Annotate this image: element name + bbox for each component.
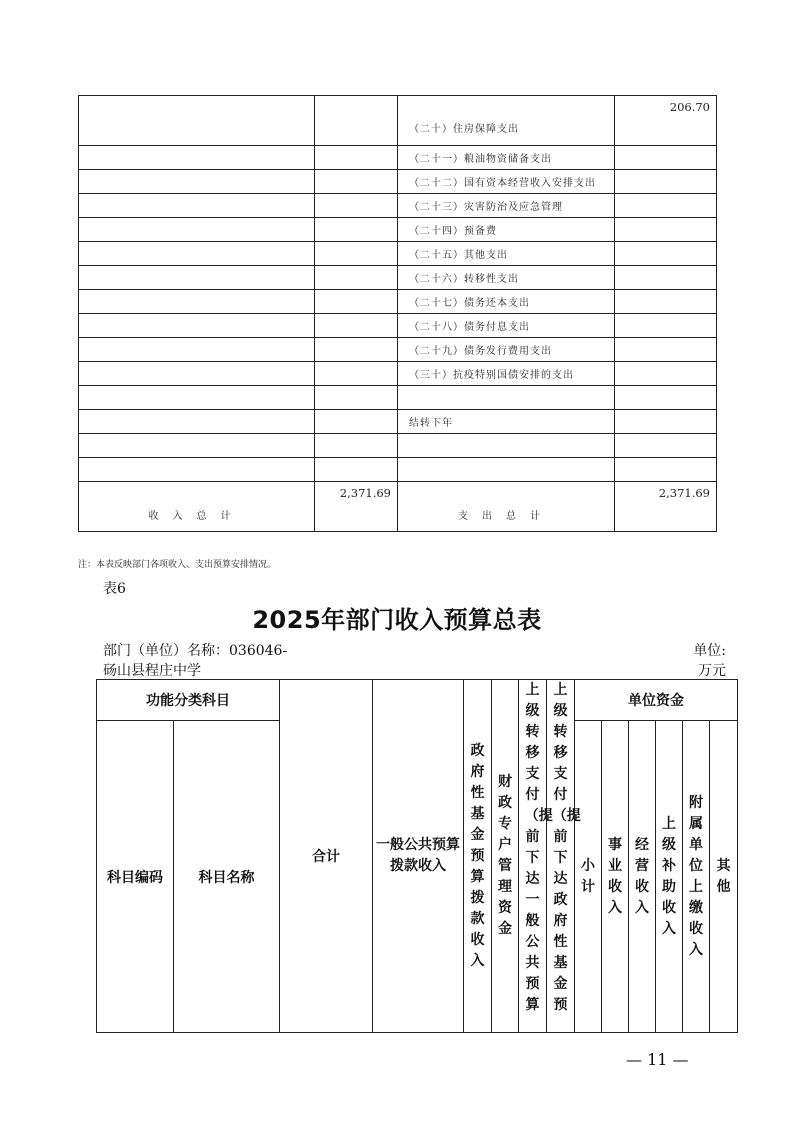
- expense-item-name: （二十八）债务付息支出: [398, 314, 615, 338]
- expense-item-amount: [615, 362, 717, 386]
- expense-item-name: （二十一）粮油物资储备支出: [398, 146, 615, 170]
- expense-item-name: （三十）抗疫特别国债安排的支出: [398, 362, 615, 386]
- expense-item-name: （二十七）债务还本支出: [398, 290, 615, 314]
- expense-item-name: （二十四）预备费: [398, 218, 615, 242]
- expense-item-amount: [615, 146, 717, 170]
- empty-cell: [315, 290, 398, 314]
- expense-item-amount: [615, 434, 717, 458]
- gov-fund-header: 政府性基金预算拨款收入: [464, 680, 492, 1033]
- expense-item-name: （二十）住房保障支出: [398, 96, 615, 146]
- func-category-header: 功能分类科目: [97, 680, 280, 721]
- empty-cell: [315, 218, 398, 242]
- table-row: [79, 458, 717, 482]
- page-title: 2025年部门收入预算总表: [252, 606, 542, 634]
- empty-cell: [315, 458, 398, 482]
- empty-cell: [79, 218, 315, 242]
- other-header: 其他: [710, 721, 738, 1033]
- expense-item-name: [398, 386, 615, 410]
- expense-item-amount: [615, 386, 717, 410]
- business-income-header: 事业收入: [602, 721, 629, 1033]
- total-header: 合计: [280, 680, 373, 1033]
- expense-item-name: （二十九）债务发行费用支出: [398, 338, 615, 362]
- subject-code-header: 科目编码: [97, 721, 174, 1033]
- expense-item-name: （二十二）国有资本经营收入安排支出: [398, 170, 615, 194]
- table-row: [79, 290, 717, 314]
- income-total-label: 收入总计: [79, 482, 315, 532]
- expense-item-name: [398, 458, 615, 482]
- expense-item-name: [398, 434, 615, 458]
- expense-item-name: （二十三）灾害防治及应急管理: [398, 194, 615, 218]
- table-row: [79, 410, 717, 434]
- empty-cell: [315, 362, 398, 386]
- empty-cell: [79, 170, 315, 194]
- empty-cell: [79, 194, 315, 218]
- subtotal-header: 小计: [575, 721, 602, 1033]
- table-row: [79, 266, 717, 290]
- empty-cell: [79, 434, 315, 458]
- table-row: [79, 338, 717, 362]
- empty-cell: [315, 266, 398, 290]
- department-label: 部门（单位）名称：036046-: [103, 643, 288, 659]
- empty-cell: [79, 410, 315, 434]
- table-row: [79, 242, 717, 266]
- table-row: [79, 96, 717, 146]
- empty-cell: [315, 314, 398, 338]
- general-budget-header: 一般公共预算拨款收入: [373, 680, 464, 1033]
- expense-item-amount: [615, 194, 717, 218]
- table-note: 注：本表反映部门各项收入、支出预算安排情况。: [78, 560, 277, 570]
- income-budget-header-table: [96, 679, 738, 1033]
- empty-cell: [315, 194, 398, 218]
- empty-cell: [79, 266, 315, 290]
- empty-cell: [315, 170, 398, 194]
- table-row: [79, 386, 717, 410]
- operating-income-header: 经营收入: [629, 721, 656, 1033]
- expense-item-amount: [615, 266, 717, 290]
- expense-item-amount: [615, 458, 717, 482]
- expense-item-amount: [615, 410, 717, 434]
- expense-item-amount: [615, 218, 717, 242]
- table-row: [79, 362, 717, 386]
- affiliated-income-header: 附属单位上缴收入: [683, 721, 710, 1033]
- expense-item-name: 结转下年: [398, 410, 615, 434]
- empty-cell: [315, 434, 398, 458]
- empty-cell: [315, 242, 398, 266]
- table-row: [79, 170, 717, 194]
- expense-item-amount: [615, 170, 717, 194]
- unit-label: 单位:: [693, 643, 726, 659]
- subject-name-header: 科目名称: [174, 721, 280, 1033]
- expense-item-amount: [615, 338, 717, 362]
- empty-cell: [79, 314, 315, 338]
- empty-cell: [79, 386, 315, 410]
- table-number: 表6: [103, 581, 126, 597]
- expense-item-name: （二十五）其他支出: [398, 242, 615, 266]
- empty-cell: [315, 386, 398, 410]
- empty-cell: [79, 338, 315, 362]
- empty-cell: [315, 410, 398, 434]
- table-row: [79, 146, 717, 170]
- department-name: 砀山县程庄中学: [103, 663, 201, 679]
- empty-cell: [79, 458, 315, 482]
- expense-item-amount: 206.70: [615, 96, 717, 146]
- transfer-fund-header: 上级转移支付（提前下达政府性基金预: [547, 680, 575, 1033]
- expenditure-table: [78, 95, 717, 532]
- empty-cell: [79, 362, 315, 386]
- fiscal-special-header: 财政专户管理资金: [492, 680, 519, 1033]
- table-row: [79, 434, 717, 458]
- empty-cell: [315, 146, 398, 170]
- expense-item-amount: [615, 290, 717, 314]
- empty-cell: [315, 338, 398, 362]
- transfer-general-header: 上级转移支付（提前下达一般公共预算: [519, 680, 547, 1033]
- table-row: [79, 314, 717, 338]
- expense-item-name: （二十六）转移性支出: [398, 266, 615, 290]
- unit-value: 万元: [698, 663, 726, 679]
- expense-item-amount: [615, 314, 717, 338]
- table-row: [79, 218, 717, 242]
- empty-cell: [79, 290, 315, 314]
- expense-item-amount: [615, 242, 717, 266]
- expense-total-label: 支出总计: [398, 482, 615, 532]
- expense-total-amount: 2,371.69: [615, 482, 717, 532]
- unit-funds-header: 单位资金: [575, 680, 738, 721]
- total-row: [79, 482, 717, 532]
- income-total-amount: 2,371.69: [315, 482, 398, 532]
- table-row: [79, 194, 717, 218]
- empty-cell: [79, 242, 315, 266]
- empty-cell: [79, 146, 315, 170]
- superior-subsidy-header: 上级补助收入: [656, 721, 683, 1033]
- page-number: — 11 —: [626, 1050, 689, 1069]
